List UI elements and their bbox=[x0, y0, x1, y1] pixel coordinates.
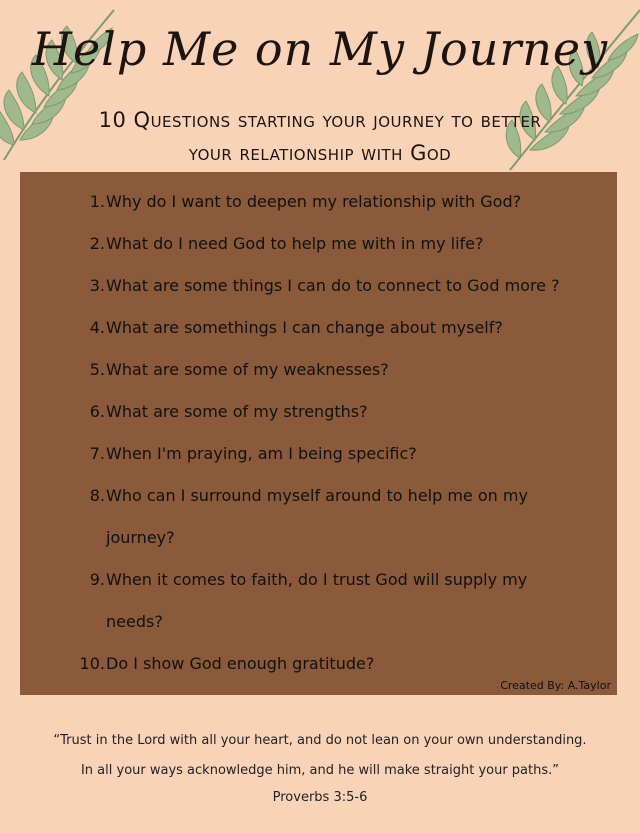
question-text: What are somethings I can change about myself? bbox=[106, 318, 503, 337]
question-number: 1. bbox=[89, 192, 105, 211]
question-number: 2. bbox=[89, 234, 105, 253]
question-item bbox=[20, 559, 617, 643]
page-subtitle bbox=[0, 104, 640, 170]
question-text: When it comes to faith, do I trust God will supply my needs? bbox=[106, 570, 528, 631]
credit-text: Created By: A.Taylor bbox=[500, 679, 611, 692]
page-title: Help Me on My Journey bbox=[31, 22, 609, 76]
quote-line-1: “Trust in the Lord with all your heart, and do not lean on your own understanding. bbox=[53, 733, 587, 748]
question-text: Who can I surround myself around to help me on my journey? bbox=[106, 486, 528, 547]
question-list bbox=[20, 181, 617, 685]
question-number: 7. bbox=[89, 444, 105, 463]
subtitle-line-1: 10 Questions starting your journey to better bbox=[98, 108, 542, 132]
question-number: 5. bbox=[89, 360, 105, 379]
scripture-reference: Proverbs 3:5-6 bbox=[272, 790, 368, 805]
question-item bbox=[20, 433, 617, 475]
question-number: 9. bbox=[89, 570, 105, 589]
question-number: 3. bbox=[89, 276, 105, 295]
question-text: Why do I want to deepen my relationship with God? bbox=[106, 192, 522, 211]
question-item bbox=[20, 391, 617, 433]
question-item bbox=[20, 307, 617, 349]
question-text: What are some of my strengths? bbox=[106, 402, 368, 421]
question-text: What are some of my weaknesses? bbox=[106, 360, 389, 379]
question-text: What are some things I can do to connect to God more ? bbox=[106, 276, 560, 295]
question-item bbox=[20, 223, 617, 265]
quote-line-2: In all your ways acknowledge him, and he will make straight your paths.” bbox=[80, 763, 560, 778]
question-item bbox=[20, 349, 617, 391]
question-number: 10. bbox=[79, 654, 105, 673]
question-text: When I'm praying, am I being specific? bbox=[106, 444, 417, 463]
question-item bbox=[20, 265, 617, 307]
question-number: 6. bbox=[89, 402, 105, 421]
question-text: What do I need God to help me with in my life? bbox=[106, 234, 484, 253]
question-item bbox=[20, 181, 617, 223]
questions-panel bbox=[20, 172, 617, 695]
question-number: 4. bbox=[89, 318, 105, 337]
subtitle-line-2: your relationship with God bbox=[188, 141, 452, 165]
question-item bbox=[20, 475, 617, 559]
scripture-quote bbox=[0, 726, 640, 786]
question-text: Do I show God enough gratitude? bbox=[106, 654, 375, 673]
question-number: 8. bbox=[89, 486, 105, 505]
